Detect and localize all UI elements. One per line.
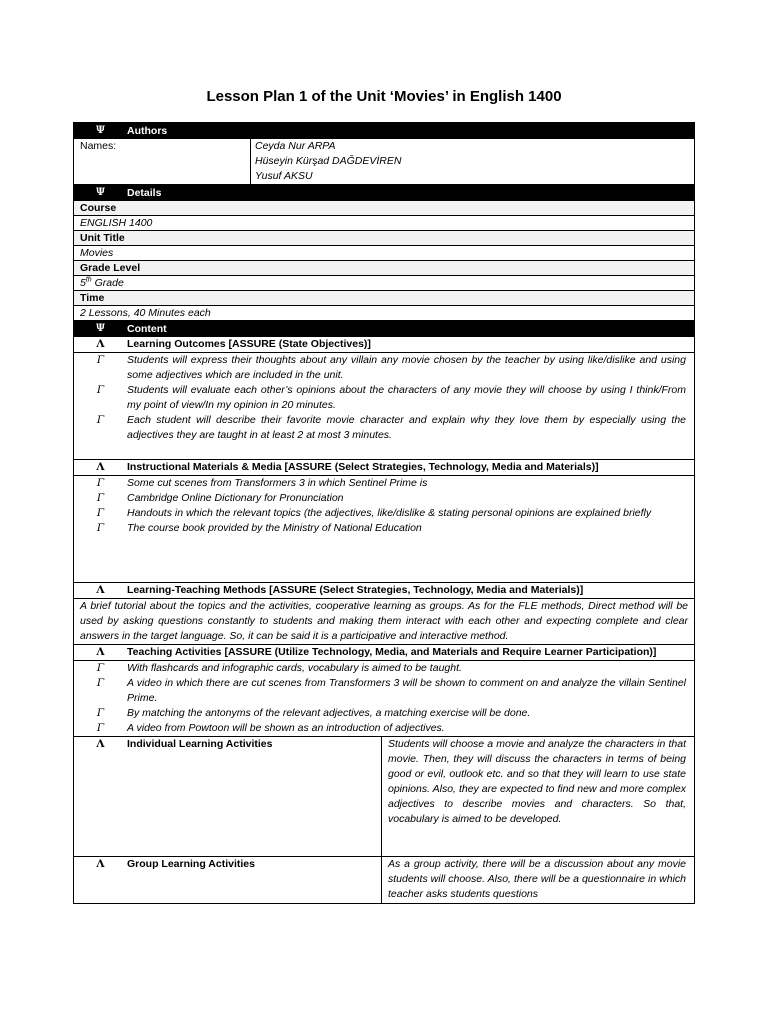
list-item: Γ Handouts in which the relevant topics (the adjectives, like/dislike & stating personal opinions are explained briefly — [74, 506, 694, 521]
document-title: Lesson Plan 1 of the Unit ‘Movies’ in English 1400 — [206, 88, 562, 105]
gamma-bullet-icon: Γ — [96, 414, 105, 426]
learning-outcomes-list — [74, 353, 694, 460]
lambda-icon: Λ — [96, 738, 105, 750]
individual-activities-text: Students will choose a movie and analyze the characters in that movie. Then, they will discuss the characters in terms of being good or evil, outlook etc. and so that they will learn to use state opinions. Also, they are expected to find new and more complex adjectives to describe movies and characters. So that, vocabulary is aimed to be developed. — [388, 738, 686, 825]
list-item: Γ Cambridge Online Dictionary for Pronunciation — [74, 491, 694, 506]
gamma-bullet-icon: Γ — [96, 522, 105, 534]
methods-bracket: [ASSURE (Select Strategies, Technology, Media and Materials)] — [269, 584, 584, 596]
gamma-bullet-icon: Γ — [96, 707, 105, 719]
names-list — [251, 139, 694, 184]
names-label: Names: — [74, 139, 251, 184]
gamma-bullet-icon: Γ — [96, 507, 105, 519]
list-item: Γ Students will express their thoughts about any villain any movie chosen by the teacher by using like/dislike and using some adjectives which are included in the unit. — [74, 353, 694, 383]
lesson-plan-table — [73, 122, 695, 904]
teaching-activities-label: Teaching Activities — [127, 646, 225, 658]
author-name: Hüseyin Kürşad DAĞDEVİREN — [255, 155, 402, 167]
materials-label: Instructional Materials & Media — [127, 461, 285, 473]
group-activities-label: Group Learning Activities — [127, 858, 255, 870]
course-value: ENGLISH 1400 — [74, 216, 694, 231]
list-item: Γ The course book provided by the Ministry of National Education — [74, 521, 694, 536]
group-activities-text: As a group activity, there will be a discussion about any movie students will choose. Also, there will be a questionnaire in which teacher asks students questions — [388, 858, 686, 900]
individual-activities-row — [74, 737, 694, 857]
grade-word: Grade — [91, 277, 124, 289]
materials-list — [74, 476, 694, 583]
methods-text: A brief tutorial about the topics and the activities, cooperative learning as groups. As for the FLE methods, Direct method will be used by asking questions constantly to students and making them interact with each other and expecting complete and clear answers in the target language. So, it can be said it is a participative and interactive method. — [74, 599, 694, 645]
individual-activities-label: Individual Learning Activities — [127, 738, 273, 750]
lambda-icon: Λ — [96, 646, 105, 658]
grade-level-value — [74, 276, 694, 291]
teaching-activities-bracket: [ASSURE (Utilize Technology, Media, and Materials and Require Learner Participation)] — [224, 646, 657, 658]
methods-header — [74, 583, 694, 599]
gamma-bullet-icon: Γ — [96, 662, 105, 674]
authors-header — [74, 123, 694, 139]
author-name: Yusuf AKSU — [255, 170, 313, 182]
materials-bracket: [ASSURE (Select Strategies, Technology, Media and Materials)] — [284, 461, 599, 473]
gamma-bullet-icon: Γ — [96, 492, 105, 504]
learning-outcomes-label: Learning Outcomes — [127, 338, 229, 350]
grade-ordinal: th — [85, 276, 92, 284]
list-item: Γ With flashcards and infographic cards, vocabulary is aimed to be taught. — [74, 661, 694, 676]
list-item: Γ A video in which there are cut scenes from Transformers 3 will be shown to comment on and analyze the villain Sentinel Prime. — [74, 676, 694, 706]
details-header — [74, 185, 694, 201]
lambda-icon: Λ — [96, 461, 105, 473]
gamma-bullet-icon: Γ — [96, 677, 105, 689]
group-activities-row — [74, 857, 694, 903]
list-item: Γ Students will evaluate each other’s opinions about the characters of any movie they will choose by using I think/From my point of view/In my opinion in 20 minutes. — [74, 383, 694, 413]
content-header-label: Content — [127, 322, 167, 335]
time-label: Time — [74, 291, 694, 306]
details-header-label: Details — [127, 186, 162, 199]
list-item: Γ Each student will describe their favorite movie character and explain why they love them by especially using the adjectives they are taught in at least 2 at most 3 minutes. — [74, 413, 694, 443]
psi-icon: Ψ — [95, 322, 106, 334]
list-item: Γ By matching the antonyms of the relevant adjectives, a matching exercise will be done. — [74, 706, 694, 721]
gamma-bullet-icon: Γ — [96, 354, 105, 366]
teaching-activities-list — [74, 661, 694, 737]
lambda-icon: Λ — [96, 584, 105, 596]
gamma-bullet-icon: Γ — [96, 477, 105, 489]
list-item: Γ A video from Powtoon will be shown as an introduction of adjectives. — [74, 721, 694, 736]
authors-header-label: Authors — [127, 124, 168, 137]
psi-icon: Ψ — [95, 186, 106, 198]
list-item: Γ Some cut scenes from Transformers 3 in which Sentinel Prime is — [74, 476, 694, 491]
psi-icon: Ψ — [95, 124, 106, 136]
gamma-bullet-icon: Γ — [96, 384, 105, 396]
course-label: Course — [74, 201, 694, 216]
time-value: 2 Lessons, 40 Minutes each — [74, 306, 694, 321]
unit-title-label: Unit Title — [74, 231, 694, 246]
teaching-activities-header — [74, 645, 694, 661]
learning-outcomes-bracket: [ASSURE (State Objectives)] — [228, 338, 371, 350]
unit-title-value: Movies — [74, 246, 694, 261]
methods-label: Learning-Teaching Methods — [127, 584, 270, 596]
lambda-icon: Λ — [96, 338, 105, 350]
grade-level-label: Grade Level — [74, 261, 694, 276]
learning-outcomes-header — [74, 337, 694, 353]
author-name: Ceyda Nur ARPA — [255, 140, 336, 152]
content-header — [74, 321, 694, 337]
gamma-bullet-icon: Γ — [96, 722, 105, 734]
materials-header — [74, 460, 694, 476]
names-row — [74, 139, 694, 185]
grade-number: 5 — [80, 277, 86, 289]
lambda-icon: Λ — [96, 858, 105, 870]
